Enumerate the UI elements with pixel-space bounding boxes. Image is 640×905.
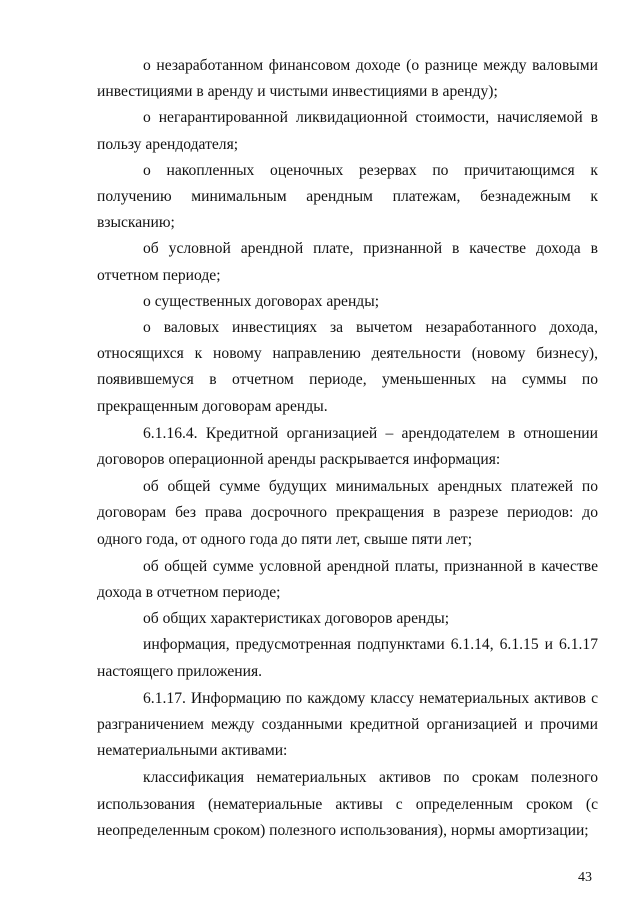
paragraph-general-characteristics: об общих характеристиках договоров аренды;: [143, 610, 450, 628]
paragraph-section-6-1-17: 6.1.17. Информацию по каждому классу нематериальных активов с разграничением между созданными кредитной организацией и прочими нематериальными активами:: [97, 689, 598, 760]
paragraph-accumulated-reserves: о накопленных оценочных резервах по причитающимся к получению минимальным арендным платежам, безнадежным к взысканию;: [97, 161, 598, 232]
paragraph-section-6-1-16-4: 6.1.16.4. Кредитной организацией – арендодателем в отношении договоров операционной аренды раскрывается информация:: [97, 424, 598, 469]
paragraph-operating-contingent-rent: об общей сумме условной арендной платы, признанной в качестве дохода в отчетном периоде;: [97, 557, 598, 602]
paragraph-unearned-income: о незаработанном финансовом доходе (о разнице между валовыми инвестициями в аренду и чистыми инвестициями в аренду);: [97, 57, 598, 101]
page-number: 43: [578, 870, 592, 885]
page-body: [97, 53, 598, 844]
paragraph-gross-investment: о валовых инвестициях за вычетом незаработанного дохода, относящихся к новому направлению деятельности (новому бизнесу), появившемуся в отчетном периоде, уменьшенных на суммы по прекращенным договорам аренды.: [97, 319, 598, 415]
paragraph-referenced-subclauses: информация, предусмотренная подпунктами 6.1.14, 6.1.15 и 6.1.17 настоящего приложения.: [97, 636, 598, 680]
paragraph-future-minimum-payments: об общей сумме будущих минимальных арендных платежей по договорам без права досрочного прекращения в разрезе периодов: до одного года, от одного года до пяти лет, свыше пяти лет;: [97, 478, 598, 548]
paragraph-contingent-rent: об условной арендной плате, признанной в качестве дохода в отчетном периоде;: [97, 240, 598, 284]
paragraph-intangible-classification: классификация нематериальных активов по срокам полезного использования (нематериальные активы с определенным сроком (с неопределенным сроком) полезного использования), нормы амортизации;: [97, 769, 598, 839]
paragraph-significant-leases: о существенных договорах аренды;: [143, 292, 380, 310]
paragraph-unguaranteed-residual: о негарантированной ликвидационной стоимости, начисляемой в пользу арендодателя;: [97, 109, 598, 153]
